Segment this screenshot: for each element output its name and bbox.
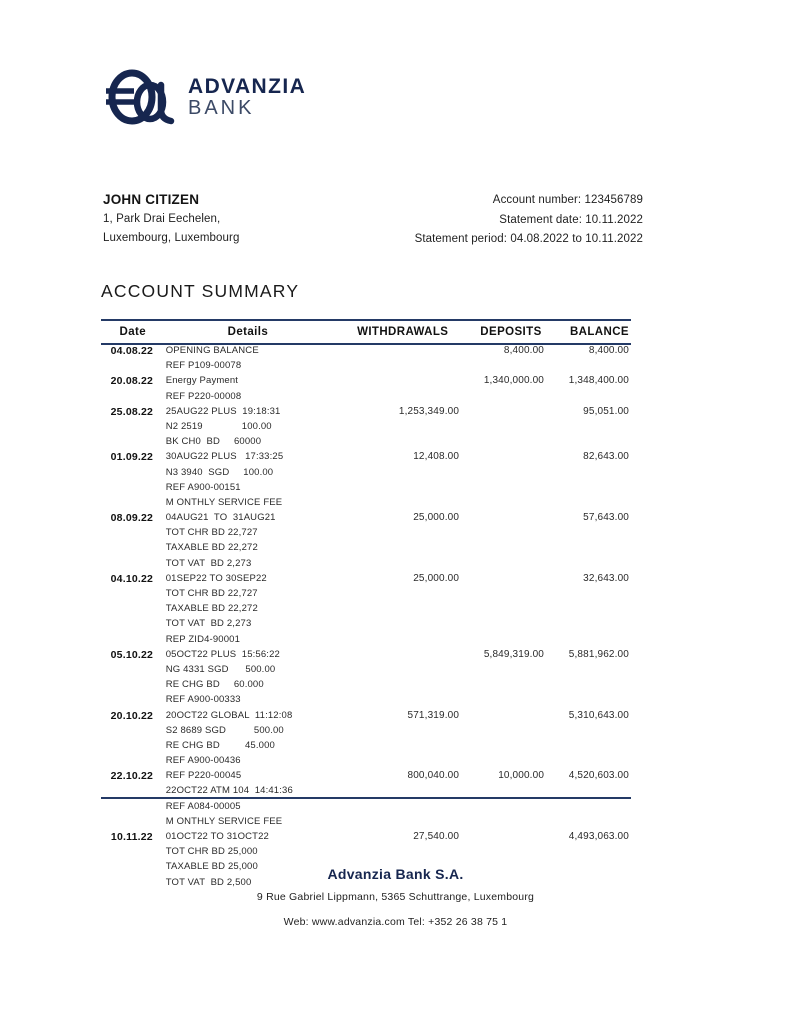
details-line: REF A900-00333 (165, 694, 241, 706)
details-line: 22OCT22 ATM 104 14:41:36 (165, 785, 293, 797)
cell-balance: 4,520,603.00 (568, 770, 629, 782)
cell-details (163, 375, 359, 405)
cell-balance: 5,310,643.00 (568, 709, 629, 721)
details-line: TAXABLE BD 22,272 (165, 542, 258, 554)
table-row (101, 497, 631, 573)
details-line: REF P109-00078 (165, 360, 242, 372)
details-line: 30AUG22 PLUS 17:33:25 (165, 451, 284, 463)
details-line: REF A900-00151 (165, 481, 241, 493)
details-line: TOT CHR BD 25,000 (165, 846, 258, 858)
table-row (101, 406, 631, 452)
cell-withdrawals: 571,319.00 (407, 709, 460, 721)
table-row (101, 573, 631, 649)
details-line: 04AUG21 TO 31AUG21 (165, 512, 276, 524)
details-line: 01OCT22 TO 31OCT22 (165, 831, 269, 842)
footer-bank-name: Advanzia Bank S.A. (327, 866, 464, 882)
cell-balance: 5,881,962.00 (568, 648, 629, 660)
details-line: 25AUG22 PLUS 19:18:31 (165, 405, 281, 417)
details-line: REF P220-00008 (165, 390, 242, 402)
cell-date: 04.08.22 (110, 345, 154, 357)
customer-address-line-2: Luxembourg, Luxembourg (103, 232, 240, 244)
details-line: REP ZID4-90001 (165, 633, 241, 645)
table-row (101, 375, 631, 405)
customer-name: JOHN CITIZEN (103, 192, 200, 207)
cell-date: 10.11.22 (110, 831, 153, 843)
cell-date: 22.10.22 (110, 770, 154, 783)
cell-deposits: 8,400.00 (503, 345, 545, 356)
footer-contact: Web: www.advanzia.com Tel: +352 26 38 75 1 (283, 916, 508, 928)
cell-balance: 32,643.00 (583, 572, 629, 584)
cell-withdrawals: 25,000.00 (413, 512, 460, 524)
column-header-details: Details (227, 326, 269, 338)
customer-address-line-1: 1, Park Drai Eechelen, (103, 212, 221, 225)
details-line: N3 3940 SGD 100.00 (165, 466, 274, 478)
table-row (101, 345, 631, 375)
details-line: REF A900-00436 (165, 755, 241, 767)
column-header-date: Date (119, 326, 147, 338)
details-line: BK CH0 BD 60000 (165, 436, 262, 448)
cell-details (163, 406, 359, 452)
cell-balance: 82,643.00 (583, 451, 629, 463)
cell-withdrawals: 27,540.00 (413, 831, 460, 842)
details-line: 20OCT22 GLOBAL 11:12:08 (165, 709, 293, 721)
details-line: TOT VAT BD 2,273 (165, 618, 252, 630)
cell-withdrawals: 25,000.00 (413, 572, 460, 584)
cell-deposits: 1,340,000.00 (483, 375, 545, 387)
cell-details (163, 770, 359, 816)
cell-deposits (461, 497, 546, 512)
statement-period: Statement period: 04.08.2022 to 10.11.2022 (414, 233, 643, 245)
table-row (101, 451, 631, 497)
column-header-deposits: DEPOSITS (480, 326, 542, 338)
cell-date: 20.10.22 (110, 709, 154, 722)
details-line: M ONTHLY SERVICE FEE (165, 815, 283, 827)
details-line: Energy Payment (165, 375, 239, 387)
details-line: NG 4331 SGD 500.00 (165, 663, 276, 675)
details-line: 05OCT22 PLUS 15:56:22 (165, 648, 280, 660)
cell-details (163, 649, 359, 710)
logo-text-bank: BANK (188, 97, 255, 119)
euro-alpha-logo-icon (104, 66, 176, 128)
details-line: OPENING BALANCE (165, 345, 259, 356)
cell-balance: 4,493,063.00 (568, 831, 629, 842)
cell-date: 01.09.22 (110, 451, 154, 464)
details-line: REF A084-00005 (165, 800, 241, 812)
account-number: Account number: 123456789 (492, 194, 643, 206)
details-line: RE CHG BD 45.000 (165, 739, 275, 751)
column-header-withdrawals: WITHDRAWALS (357, 326, 449, 338)
section-title-account-summary: ACCOUNT SUMMARY (101, 281, 300, 301)
details-line: TAXABLE BD 22,272 (165, 603, 258, 615)
customer-block (103, 190, 239, 249)
cell-details (163, 451, 359, 497)
cell-balance: 95,051.00 (583, 405, 629, 417)
cell-deposits (461, 816, 546, 831)
column-header-balance: BALANCE (569, 326, 629, 338)
details-line: TOT VAT BD 2,273 (165, 557, 252, 569)
details-line: M ONTHLY SERVICE FEE (165, 496, 283, 508)
statement-date: Statement date: 10.11.2022 (499, 213, 643, 226)
table-row (101, 770, 631, 816)
cell-details (163, 710, 359, 771)
cell-deposits: 10,000.00 (498, 770, 545, 782)
account-meta-block (415, 191, 643, 250)
details-line: S2 8689 SGD 500.00 (165, 724, 284, 736)
table-row (101, 710, 631, 771)
cell-balance: 8,400.00 (588, 345, 629, 356)
cell-withdrawals: 1,253,349.00 (398, 405, 460, 417)
cell-withdrawals: 800,040.00 (407, 770, 460, 782)
table-header-row (101, 321, 631, 343)
cell-balance: 1,348,400.00 (568, 375, 629, 387)
cell-details (163, 497, 359, 573)
cell-date: 20.08.22 (110, 375, 154, 388)
cell-date: 25.08.22 (110, 405, 154, 418)
cell-balance: 57,643.00 (583, 512, 629, 524)
bank-logo (104, 66, 306, 128)
details-line: TOT CHR BD 22,727 (165, 527, 258, 539)
cell-date: 08.09.22 (110, 512, 154, 525)
cell-details (163, 345, 359, 375)
cell-deposits: 5,849,319.00 (483, 648, 545, 660)
cell-withdrawals: 12,408.00 (413, 451, 460, 463)
details-line: REF P220-00045 (165, 770, 242, 782)
page-footer (0, 866, 791, 928)
details-line: TAXABLE BD 25,000 (165, 861, 258, 873)
footer-address: 9 Rue Gabriel Lippmann, 5365 Schuttrange, Luxembourg (256, 891, 535, 903)
details-line: 01SEP22 TO 30SEP22 (165, 572, 267, 584)
details-line: RE CHG BD 60.000 (165, 679, 264, 691)
table-row (101, 649, 631, 710)
details-line: N2 2519 100.00 (165, 420, 272, 432)
details-line: TOT CHR BD 22,727 (165, 588, 258, 599)
cell-date: 04.10.22 (110, 572, 154, 585)
cell-date: 05.10.22 (110, 648, 154, 661)
logo-text-advanzia: ADVANZIA (188, 75, 307, 98)
details-line: TOT VAT BD 2,500 (165, 876, 252, 888)
cell-details (163, 573, 359, 649)
